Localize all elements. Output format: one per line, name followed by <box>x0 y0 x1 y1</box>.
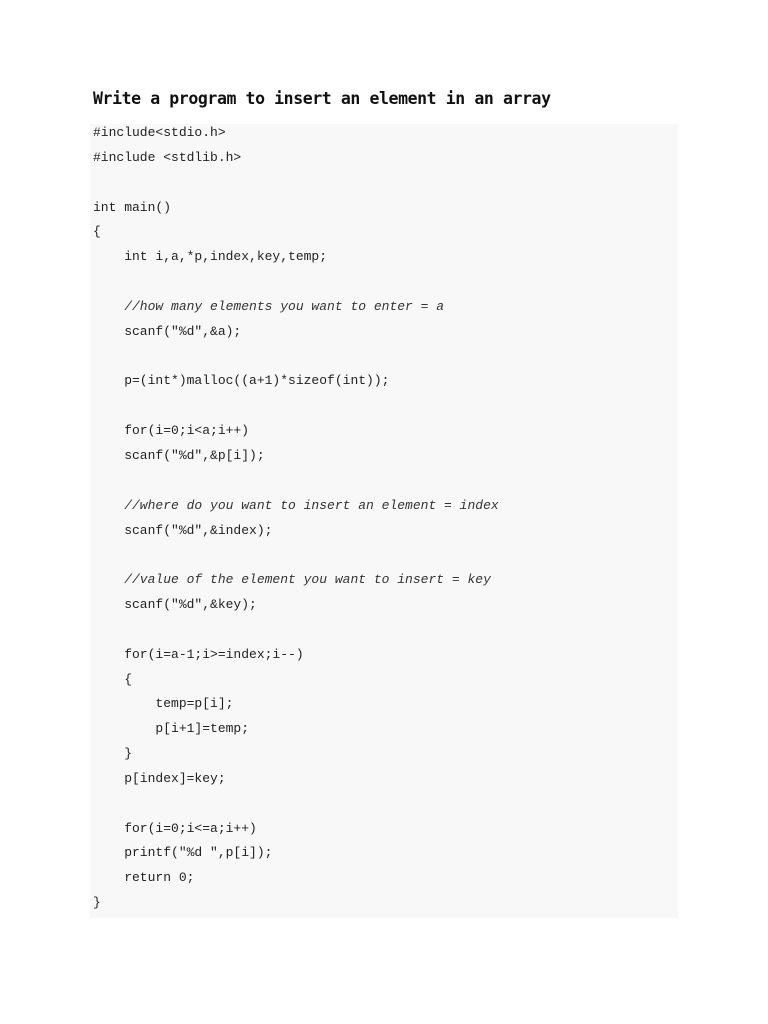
code-line: { <box>93 671 133 687</box>
code-line: for(i=0;i<=a;i++) <box>93 820 257 836</box>
code-lines <box>93 124 499 919</box>
code-line <box>93 546 499 571</box>
code-line: #include <stdlib.h> <box>93 149 242 165</box>
code-line <box>93 795 499 820</box>
code-line: temp=p[i]; <box>93 696 234 712</box>
code-line <box>93 174 499 199</box>
code-line <box>93 348 499 373</box>
code-comment: //where do you want to insert an element = index <box>93 497 499 513</box>
code-line <box>93 397 499 422</box>
code-line: scanf("%d",&key); <box>93 597 257 613</box>
code-line: p[i+1]=temp; <box>93 721 250 737</box>
code-line: p=(int*)malloc((a+1)*sizeof(int)); <box>93 373 390 389</box>
code-line: for(i=a-1;i>=index;i--) <box>93 646 304 662</box>
code-line: for(i=0;i<a;i++) <box>93 423 250 439</box>
code-line <box>93 273 499 298</box>
code-comment: //value of the element you want to insert = key <box>93 572 491 588</box>
code-line: } <box>93 895 101 911</box>
code-line: scanf("%d",&index); <box>93 522 273 538</box>
code-comment: //how many elements you want to enter = a <box>93 298 445 314</box>
code-line: return 0; <box>93 870 195 886</box>
code-line: p[index]=key; <box>93 770 226 786</box>
code-line <box>93 472 499 497</box>
code-line: #include<stdio.h> <box>93 125 226 140</box>
code-line: scanf("%d",&p[i]); <box>93 447 265 463</box>
code-block <box>90 124 678 918</box>
code-line: } <box>93 746 133 762</box>
code-line: printf("%d ",p[i]); <box>93 845 273 861</box>
code-line: int main() <box>93 199 172 215</box>
code-line: int i,a,*p,index,key,temp; <box>93 249 328 265</box>
page-title: Write a program to insert an element in an array <box>93 89 551 108</box>
code-line: scanf("%d",&a); <box>93 323 242 339</box>
code-line <box>93 621 499 646</box>
code-line: { <box>93 224 101 240</box>
